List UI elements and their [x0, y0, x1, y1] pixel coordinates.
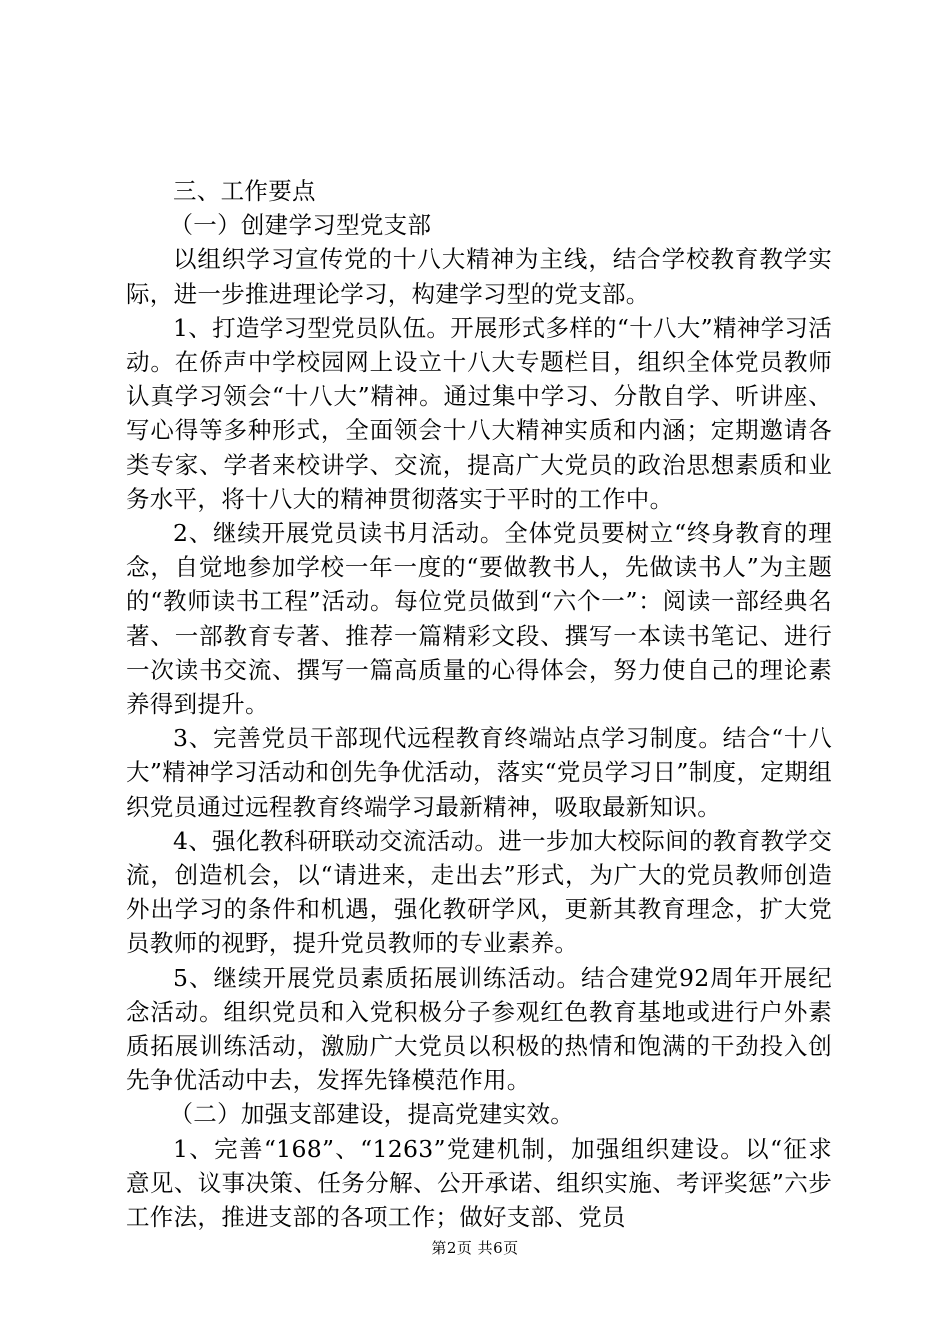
item-paragraph-4: 4、强化教科研联动交流活动。进一步加大校际间的教育教学交流，创造机会，以“请进来，走出去”形式，为广大的党员教师创造外出学习的条件和机遇，强化教研学风，更新其教育理念，扩大党员教师的视野，提升党员教师的专业素养。 [126, 826, 832, 958]
item-paragraph-2: 2、继续开展党员读书月活动。全体党员要树立“终身教育的理念，自觉地参加学校一年一度的“要做教书人，先做读书人”为主题的“教师读书工程”活动。每位党员做到“六个一”：阅读一部经典名著、一部教育专著、推荐一篇精彩文段、撰写一本读书笔记、进行一次读书交流、撰写一篇高质量的心得体会，努力使自己的理论素养得到提升。 [126, 519, 832, 719]
subsection-heading-2: （二）加强支部建设，提高党建实效。 [169, 1100, 575, 1129]
page-footer: 第2页 共6页 [431, 1239, 519, 1257]
section-heading: 三、工作要点 [173, 177, 316, 205]
item-paragraph-5: 5、继续开展党员素质拓展训练活动。结合建党92周年开展纪念活动。组织党员和入党积极分子参观红色教育基地或进行户外素质拓展训练活动，激励广大党员以积极的热情和饱满的干劲投入创先争优活动中去，发挥先锋模范作用。 [126, 963, 832, 1095]
intro-paragraph: 以组织学习宣传党的十八大精神为主线，结合学校教育教学实际，进一步推进理论学习，构建学习型的党支部。 [126, 245, 832, 308]
item-paragraph-2-1: 1、完善“168”、“1263”党建机制，加强组织建设。以“征求意见、议事决策、任务分解、公开承诺、组织实施、考评奖惩”六步工作法，推进支部的各项工作；做好支部、党员 [126, 1134, 832, 1232]
document-body [126, 174, 832, 1234]
item-paragraph-3: 3、完善党员干部现代远程教育终端站点学习制度。结合“十八大”精神学习活动和创先争优活动，落实“党员学习日”制度，定期组织党员通过远程教育终端学习最新精神，吸取最新知识。 [126, 724, 832, 821]
item-paragraph-1: 1、打造学习型党员队伍。开展形式多样的“十八大”精神学习活动。在侨声中学校园网上设立十八大专题栏目，组织全体党员教师认真学习领会“十八大”精神。通过集中学习、分散自学、听讲座、写心得等多种形式，全面领会十八大精神实质和内涵；定期邀请各类专家、学者来校讲学、交流，提高广大党员的政治思想素质和业务水平，将十八大的精神贯彻落实于平时的工作中。 [126, 313, 832, 513]
subsection-heading-1: （一）创建学习型党支部 [169, 211, 432, 240]
